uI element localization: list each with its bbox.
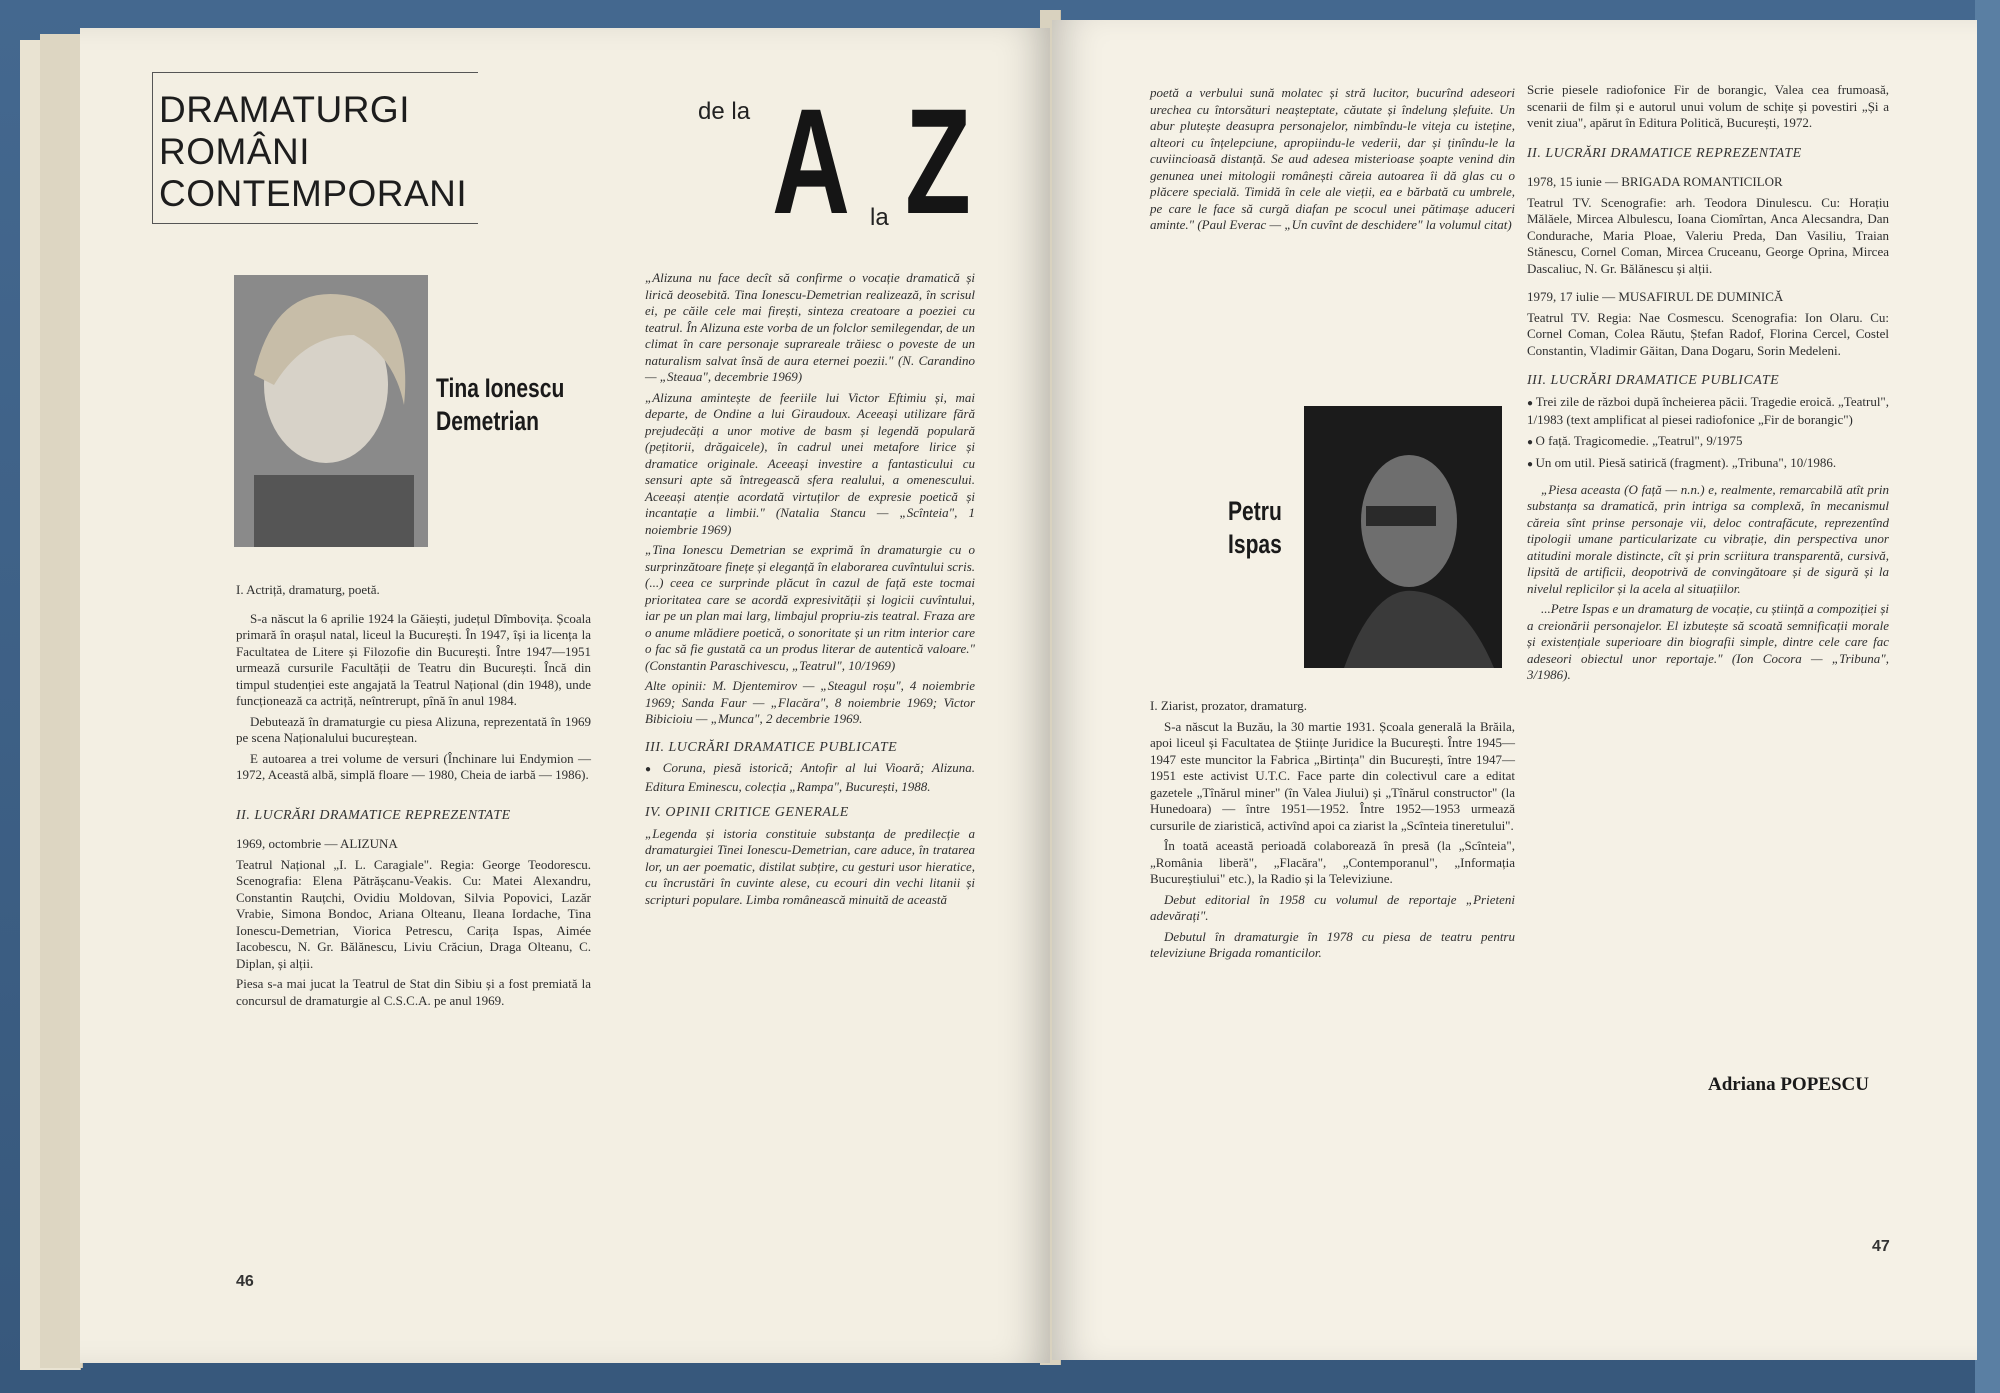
left-column-1 — [236, 582, 591, 1013]
sec2-p1-petru: 1978, 15 iunie — BRIGADA ROMANTICILOR — [1527, 174, 1783, 189]
sec2-p4-petru: Teatrul TV. Regia: Nae Cosmescu. Scenografia: Ion Olaru. Cu: Cornel Coman, Colea Răutu, Ștefan Radof, Florina Cercel, Costel Constantin, Vladimir Găitan, Dana Dogaru, Sorin Medeleni. — [1527, 309, 1889, 358]
other-opinions-tina: Alte opinii: M. Djentemirov — „Steagul roșu", 4 noiembrie 1969; Sanda Faur — „Flacăra", 8 noiembrie 1969; Victor Bibicioiu — „Munca", 2 decembrie 1969. — [645, 678, 975, 726]
right-column-2 — [1527, 82, 1889, 688]
author-name-petru: Petru Ispas — [1228, 496, 1282, 559]
sec3-p1-tina: ● Coruna, piesă istorică; Antofir al lui Vioară; Alizuna. Editura Eminescu, colecția „Rampa", București, 1988. — [645, 760, 975, 795]
article-signature: Adriana POPESCU — [1708, 1074, 1869, 1095]
bio-p2-petru: În toată această perioadă colaborează în presă (la „Scînteia", „România liberă", „Flacăra", „Contemporanul", „Informația Bucureștiului" etc.), la Radio și la Televiziune. — [1150, 838, 1515, 886]
sec3-q2-petru: ...Petre Ispas e un dramaturg de vocație, cu știință a compoziției și a creionării personajelor. El izbutește să scoată semnificații morale și existențiale superioare din biografii simple, dintre cele care fac adeseori obiectul unor reportaje." (Ion Cocora — „Tribuna", 3/1986). — [1527, 601, 1889, 682]
author-photo-petru — [1304, 406, 1502, 668]
sec3-b3-petru: ● Un om util. Piesă satirică (fragment). „Tribuna", 10/1986. — [1527, 455, 1889, 474]
cover-edge — [1975, 0, 2000, 1393]
letter-z: Z — [905, 77, 971, 245]
bio-intro-tina: I. Actriță, dramaturg, poetă. — [236, 582, 380, 597]
title-line-3: CONTEMPORANI — [159, 173, 468, 214]
page-number-46: 46 — [236, 1273, 254, 1290]
sec3-b1-petru: ● Trei zile de război după încheierea păcii. Tragedie eroică. „Teatrul", 1/1983 (text amplificat al piesei radiofonice „Fir de borangic") — [1527, 394, 1889, 429]
bio-p1-tina: S-a născut la 6 aprilie 1924 la Găiești, județul Dîmbovița. Școala primară în orașul natal, liceul la București. În 1947, își ia licența la Facultatea de Litere și Filozofie din București. Între 1947—1951 urmează cursurile Facultății de Teatru din București. Încă din timpul studenției este angajată la Teatrul Național (din 1948), unde funcționează ca actriță, neîntrerupt, pînă în anul 1984. — [236, 610, 591, 708]
sec3-heading-petru: III. LUCRĂRI DRAMATICE PUBLICATE — [1527, 373, 1780, 388]
bio-intro-petru: I. Ziarist, prozator, dramaturg. — [1150, 698, 1307, 713]
sec2-heading-petru: II. LUCRĂRI DRAMATICE REPREZENTATE — [1527, 145, 1802, 161]
left-column-2 — [645, 270, 975, 912]
page-stack-edge-inner — [40, 34, 83, 1368]
title-line-2: ROMÂNI — [159, 131, 310, 172]
sec2-p1-tina: 1969, octombrie — ALIZUNA — [236, 836, 398, 851]
sec3-heading-tina: III. LUCRĂRI DRAMATICE PUBLICATE — [645, 739, 898, 755]
bio-p2-tina: Debutează în dramaturgie cu piesa Alizuna, reprezentată în 1969 pe scena Naționalului bucureștean. — [236, 713, 591, 745]
sec3-q1-petru: „Piesa aceasta (O față — n.n.) e, realmente, remarcabilă atît prin substanța sa dramatică, prin intriga sa complexă, în mecanismul căreia sînt prinse personaje vii, deloc contrafăcute, reprezentînd tipologii umane particularizate cu vibrație, din perspectiva unor atitudini morale distincte, cît și prin scriitura transparentă, cursivă, lipsită de artificii, deopotrivă de convingătoare și de sigură și la nivelul replicilor și la acela al situațiilor. — [1527, 481, 1889, 596]
sec2-p3-petru: 1979, 17 iulie — MUSAFIRUL DE DUMINICĂ — [1527, 289, 1784, 304]
right-column-1-top — [1150, 85, 1515, 238]
bio-p3-petru: Debut editorial în 1958 cu volumul de reportaje „Prieteni adevărați". — [1150, 891, 1515, 923]
col2-p1-petru: Scrie piesele radiofonice Fir de borangic, Valea cea frumoasă, scenarii de film și e autorul unui volum de schițe și povestiri „Și a venit ziua", apărut în Editura Politică, București, 1972. — [1527, 82, 1889, 130]
author-photo-tina — [234, 275, 428, 547]
de-la-label: de la — [698, 98, 751, 125]
sec2-p3-tina: Piesa s-a mai jucat la Teatrul de Stat din Sibiu și a fost premiată la concursul de dramaturgie al C.S.C.A. pe anul 1969. — [236, 976, 591, 1008]
sec2-p2-petru: Teatrul TV. Scenografie: arh. Teodora Dinulescu. Cu: Horațiu Mălăele, Mircea Albulescu, Ioana Ciomîrtan, Anca Alecsandra, Dan Condurache, Maria Ploae, Valeriu Preda, Dan Vasiliu, Traian Stănescu, Cornel Coman, Mircea Cruceanu, George Oprina, Mircea Dascaliuc, N. Gr. Bălănescu și alții. — [1527, 194, 1889, 276]
quote-1-tina: „Alizuna nu face decît să confirme o vocație dramatică și lirică deosebită. Tina Ionescu-Demetrian realizează, în scrisul ei, pe căile cele mai firești, sinteza creatoare a poeziei cu teatrul. În Alizuna este vorba de un folclor semilegendar, de un climat în care personaje suprareale trăiesc o poveste de un naturalism salvat însă de aura eternei poezii." (N. Carandino — „Steaua", decembrie 1969) — [645, 270, 975, 384]
bio-p3-tina: E autoarea a trei volume de versuri (Închinare lui Endymion — 1972, Această albă, simplă floare — 1980, Cheia de iarbă — 1986). — [236, 750, 591, 782]
right-column-1-bio — [1150, 698, 1515, 966]
title-line-1: DRAMATURGI — [159, 89, 410, 130]
sec3-b2-petru: ● O față. Tragicomedie. „Teatrul", 9/1975 — [1527, 433, 1889, 452]
page-number-47: 47 — [1872, 1238, 1890, 1255]
sec2-p2-tina: Teatrul Național „I. L. Caragiale". Regia: George Teodorescu. Scenografia: Elena Pătrășcanu-Veakis. Cu: Matei Alexandru, Constantin Rauțchi, Ovidiu Moldovan, Silvia Popovici, Lazăr Vrabie, Simona Bondoc, Ariana Olteanu, Ileana Iordache, Tina Ionescu-Demetrian, Viorica Petrescu, Carița Ispas, Aimée Iacobescu, N. Gr. Bălănescu, Liviu Crăciun, Draga Olteanu, C. Diplan, și alții. — [236, 856, 591, 971]
letter-a: A — [772, 77, 850, 245]
quote-2-tina: „Alizuna amintește de feeriile lui Victor Eftimiu și, mai departe, de Ondine a lui Giraudoux. Aceeași utilizare fără prejudecăți a unor motive de basm și legendă populară (pețitorii, drăgaicele), în cadrul unei metafore lirice și dramatice originale. Aceeași investire a fantasticului cu sensuri apte să întregească sfera realului, a omenescului. Aceeași atenție acordată virtuților de expresie poetică și incantație a limbii." (Natalia Stancu — „Scînteia", 1 noiembrie 1969) — [645, 389, 975, 537]
quote-3-tina: „Tina Ionescu Demetrian se exprimă în dramaturgie cu o surprinzătoare finețe și eleganță în elaborarea cuvîntului scris. (...) ceea ce surprinde plăcut în cazul de față este tocmai prioritatea care se acordă expresivității și logicii cuvîntului, iar pe un plan mai larg, limbajul propriu-zis teatral. Fraza are o anume mlădiere poetică, o sonoritate și un ritm interior care o fac să fie gustată ca un produs literar de autentică valoare." (Constantin Paraschivescu, „Teatrul", 10/1969) — [645, 542, 975, 673]
sec2-heading-tina: II. LUCRĂRI DRAMATICE REPREZENTATE — [236, 807, 511, 823]
bio-p1-petru: S-a născut la Buzău, la 30 martie 1931. Școala generală la Brăila, apoi liceul și Facultatea de Științe Juridice la București. Între 1945—1947 este muncitor la Fabrica „Birtința" din București, între 1947—1951 este activist U.T.C. Face parte din colectivul care a editat gazetele „Tînărul miner" (în Valea Jiului) și „Tînărul constructor" (la Hunedoara) — între 1951—1952. Între 1952—1953 urmează cursurile de ziaristică, activînd apoi ca ziarist la „Scînteia tineretului". — [1150, 718, 1515, 833]
continued-quote-tina: poetă a verbului sună molatec și stră lucitor, bucurînd adeseori urechea cu întorsături neașteptate, căutate și îndelung șlefuite. Un abur plutește deasupra personajelor, nimbîndu-le viteja cu isteține, alteori cu înțelepciune, apropiindu-le vederii, dar și ținîndu-le la cuviincioasă distanță. Se aud adesea misterioase șoapte venind din genunea unei mitologii românești căreia autoarea îi dă glas cu o plăcere specială. Timidă în cele ale vieții, ea e bărbată cu umbrele, pe care le face să curgă diafan pe scocul unei pătimașe aduceri aminte." (Paul Everac — „Un cuvînt de deschidere" la volumul citat) — [1150, 85, 1515, 232]
sec4-p1-tina: „Legenda și istoria constituie substanța de predilecție a dramaturgiei Tinei Ionescu-Demetrian, care aduce, în tratarea lor, un aer poematic, distilat subțire, cu gesturi usor hieratice, cu încrustări în cuvinte alese, cu ecouri din vechi litanii și scripturi populare. Limba românească minuită de această — [645, 825, 975, 907]
bio-p4-petru: Debutul în dramaturgie în 1978 cu piesa de teatru pentru televiziune Brigada romanticilor. — [1150, 928, 1515, 960]
author-name-tina: Tina Ionescu Demetrian — [436, 373, 565, 436]
sec4-heading-tina: IV. OPINII CRITICE GENERALE — [645, 805, 849, 820]
series-title-box — [152, 72, 478, 224]
la-label: la — [870, 204, 889, 231]
